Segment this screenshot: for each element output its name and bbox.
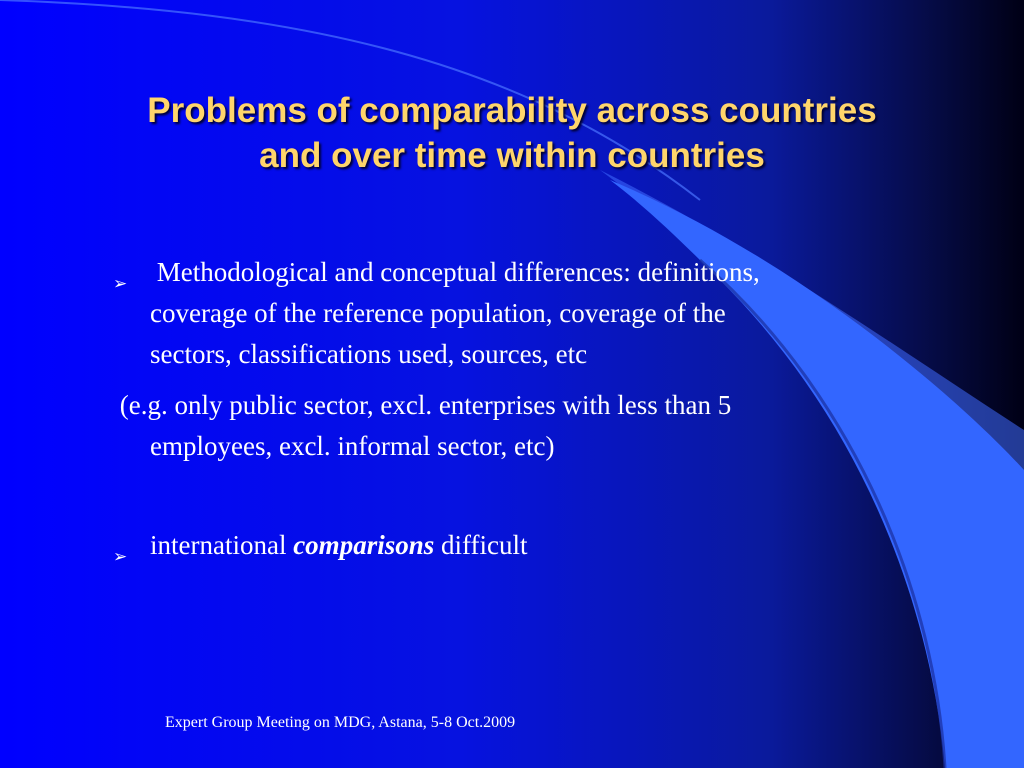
bullet-examples [113, 385, 731, 467]
bullet-1-line-3: sectors, classifications used, sources, etc [150, 339, 588, 369]
title-line-2: and over time within countries [259, 136, 765, 175]
title-line-1: Problems of comparability across countries [147, 91, 877, 130]
bullet-3-text-after: difficult [434, 530, 528, 560]
bullet-2-line-2: employees, excl. informal sector, etc) [150, 431, 555, 461]
bullet-1-line-1: Methodological and conceptual differences: definitions, [150, 257, 760, 287]
slide-footer: Expert Group Meeting on MDG, Astana, 5-8 Oct.2009 [165, 714, 516, 731]
bullet-1-line-2: coverage of the reference population, coverage of the [150, 298, 726, 328]
bullet-3-emphasis: comparisons [293, 530, 435, 560]
arrowhead-bullet-icon: ➢ [113, 547, 128, 567]
bullet-2-line-1: (e.g. only public sector, excl. enterprises with less than 5 [113, 390, 732, 420]
bullet-international [150, 525, 527, 566]
bullet-methodological [150, 252, 760, 375]
arrowhead-bullet-icon: ➢ [113, 274, 128, 294]
bullet-3-text-before: international [150, 530, 294, 560]
